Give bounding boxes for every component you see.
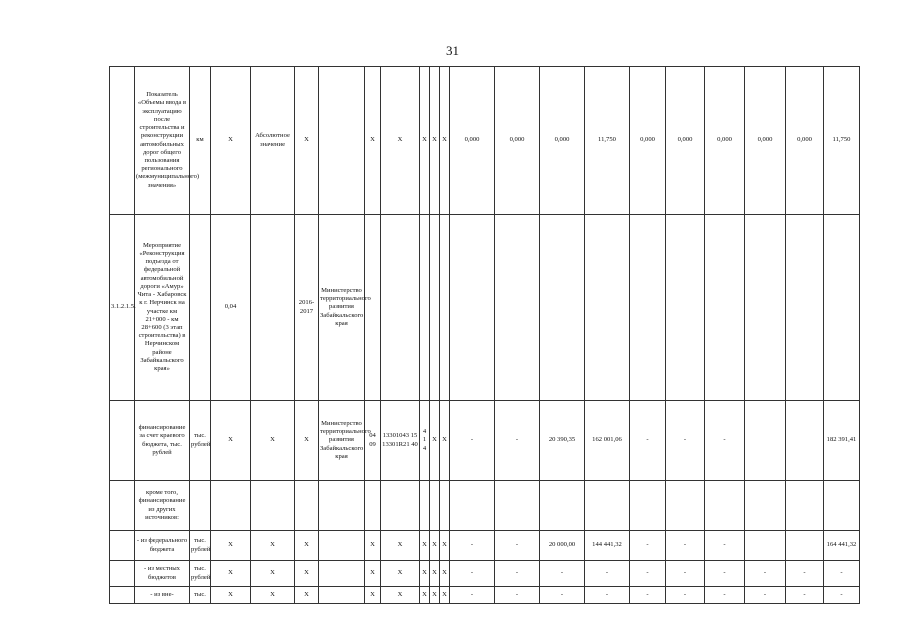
table-cell: 0,000 [630, 67, 666, 215]
table-cell [430, 215, 440, 401]
table-cell: Х [211, 67, 251, 215]
table-cell [110, 401, 135, 481]
table-cell: 11,750 [585, 67, 630, 215]
table-cell: - [450, 401, 495, 481]
program-table [109, 66, 860, 604]
table-cell: тыс. рублей [190, 561, 211, 587]
table-cell [420, 215, 430, 401]
table-cell [585, 215, 630, 401]
table-cell: 11,750 [824, 67, 860, 215]
table-cell [495, 481, 540, 531]
table-cell: - из федерального бюджета [135, 531, 190, 561]
table-cell [420, 481, 430, 531]
table-cell: Показатель «Объемы ввода в эксплуатацию после строительства и реконструкции автомобильных дорог общего пользования регионального (межмуниципального) значения» [135, 67, 190, 215]
table-body [110, 67, 860, 604]
table-cell: 3.1.2.1.5. [110, 215, 135, 401]
table-cell: - [705, 561, 745, 587]
table-cell [251, 215, 295, 401]
table-cell: - [705, 587, 745, 604]
table-cell: Х [420, 561, 430, 587]
table-cell [666, 481, 705, 531]
table-cell: Х [440, 561, 450, 587]
table-cell: 0,000 [666, 67, 705, 215]
table-cell: Х [430, 587, 440, 604]
table-cell: - [745, 561, 786, 587]
table-cell: Х [295, 401, 319, 481]
table-cell [585, 481, 630, 531]
table-cell: - [630, 587, 666, 604]
table-cell [295, 481, 319, 531]
table-cell [745, 401, 786, 481]
table-cell [319, 67, 365, 215]
table-cell [745, 481, 786, 531]
table-cell: - [585, 561, 630, 587]
table-cell: 4 1 4 [420, 401, 430, 481]
table-cell: Х [295, 531, 319, 561]
table-row [110, 561, 860, 587]
table-cell: - [705, 531, 745, 561]
table-cell [381, 215, 420, 401]
table-cell [786, 531, 824, 561]
table-cell [319, 561, 365, 587]
table-cell [365, 215, 381, 401]
table-cell: - из местных бюджетов [135, 561, 190, 587]
table-cell: - [666, 531, 705, 561]
table-cell [110, 531, 135, 561]
table-cell: 20 390,35 [540, 401, 585, 481]
table-cell [786, 401, 824, 481]
table-cell: Х [430, 561, 440, 587]
table-cell: Абсолютное значение [251, 67, 295, 215]
table-cell [319, 531, 365, 561]
table-cell: Х [440, 401, 450, 481]
table-cell [540, 481, 585, 531]
table-cell [495, 215, 540, 401]
table-cell: Х [440, 531, 450, 561]
table-cell [824, 215, 860, 401]
table-cell [540, 215, 585, 401]
table-cell [630, 215, 666, 401]
table-cell: Х [420, 531, 430, 561]
table-cell: 162 001,06 [585, 401, 630, 481]
table-cell: Х [365, 531, 381, 561]
table-cell [786, 481, 824, 531]
table-cell: - [745, 587, 786, 604]
table-cell: Х [365, 561, 381, 587]
table-cell: Х [295, 587, 319, 604]
table-cell: Х [430, 67, 440, 215]
table-cell [110, 67, 135, 215]
table-cell [319, 481, 365, 531]
table-cell: - [585, 587, 630, 604]
table-cell: 182 391,41 [824, 401, 860, 481]
table-cell: - [666, 561, 705, 587]
table-cell: Х [381, 67, 420, 215]
table-cell: Х [211, 531, 251, 561]
table-cell [110, 561, 135, 587]
table-cell: Х [211, 401, 251, 481]
table-cell: 20 000,00 [540, 531, 585, 561]
table-cell: Х [251, 531, 295, 561]
table-cell: Х [430, 401, 440, 481]
table-cell: 144 441,32 [585, 531, 630, 561]
table-cell: - [495, 401, 540, 481]
table-cell: - [630, 401, 666, 481]
table-cell: - [666, 401, 705, 481]
table-row [110, 401, 860, 481]
table-cell: Х [381, 531, 420, 561]
table-cell: Х [295, 561, 319, 587]
table-cell: финансирование за счет краевого бюджета, тыс. рублей [135, 401, 190, 481]
table-cell: 0,000 [705, 67, 745, 215]
table-cell: Х [251, 561, 295, 587]
table-cell: Министерство территориального развития Забайкальского края [319, 401, 365, 481]
table-cell: Мероприятие «Реконструкция подъезда от федеральной автомобильной дороги «Амур» Чита - Хабаровск к г. Нерчинск на участке км 21+000 - км 28+600 (3 этап строительства) в Нерчинском районе Забайкальского края» [135, 215, 190, 401]
table-cell: - [495, 587, 540, 604]
table-cell [190, 481, 211, 531]
table-cell: - [540, 587, 585, 604]
table-cell [381, 481, 420, 531]
table-cell: 0,000 [495, 67, 540, 215]
table-cell [745, 215, 786, 401]
table-cell [824, 481, 860, 531]
table-cell [319, 587, 365, 604]
table-cell: Х [381, 587, 420, 604]
table-cell [440, 215, 450, 401]
table-cell: Х [440, 587, 450, 604]
table-cell: Х [365, 67, 381, 215]
table-cell: 164 441,32 [824, 531, 860, 561]
table-cell: 04 09 [365, 401, 381, 481]
table-cell [450, 215, 495, 401]
table-cell: Х [295, 67, 319, 215]
table-cell: - [450, 531, 495, 561]
table-cell [251, 481, 295, 531]
table-cell: - [540, 561, 585, 587]
table-cell: - [824, 587, 860, 604]
table-cell: Х [420, 587, 430, 604]
table-cell: Министерство территориального развития Забайкальского края [319, 215, 365, 401]
table-cell: 0,000 [786, 67, 824, 215]
table-cell: 0,000 [540, 67, 585, 215]
table-cell [440, 481, 450, 531]
table-cell: 2016-2017 [295, 215, 319, 401]
table-cell: Х [420, 67, 430, 215]
table-cell: Х [365, 587, 381, 604]
table-cell: Х [211, 561, 251, 587]
table-row [110, 531, 860, 561]
table-cell: - [630, 531, 666, 561]
table-cell: км [190, 67, 211, 215]
table-cell: - [450, 587, 495, 604]
table-cell [666, 215, 705, 401]
table-cell: - [666, 587, 705, 604]
table-cell: - [630, 561, 666, 587]
table-cell: - [495, 561, 540, 587]
table-cell [190, 215, 211, 401]
table-cell: 13301043 15 13301R21 40 [381, 401, 420, 481]
table-cell: - [495, 531, 540, 561]
table-cell [450, 481, 495, 531]
page-number: 31 [446, 43, 459, 58]
table-cell: Х [211, 587, 251, 604]
table-cell: тыс. рублей [190, 531, 211, 561]
table-cell: - [786, 561, 824, 587]
table-row [110, 67, 860, 215]
table-cell: Х [251, 587, 295, 604]
table-cell: Х [381, 561, 420, 587]
table-cell: - [450, 561, 495, 587]
table-cell: - [824, 561, 860, 587]
table-cell: Х [430, 531, 440, 561]
table-cell: тыс. [190, 587, 211, 604]
table-cell [705, 215, 745, 401]
table-cell: Х [251, 401, 295, 481]
table-cell: Х [440, 67, 450, 215]
table-cell: тыс. рублей [190, 401, 211, 481]
table-cell [745, 531, 786, 561]
table-cell [630, 481, 666, 531]
table-cell: - [786, 587, 824, 604]
table-cell: - из вне- [135, 587, 190, 604]
table-cell [110, 481, 135, 531]
table-cell [365, 481, 381, 531]
table-row [110, 215, 860, 401]
table-cell: 0,000 [745, 67, 786, 215]
table-cell: 0,000 [450, 67, 495, 215]
table-cell: - [705, 401, 745, 481]
table-cell [430, 481, 440, 531]
table-row [110, 587, 860, 604]
table-cell [211, 481, 251, 531]
table-cell [705, 481, 745, 531]
table-cell: кроме того, финансирование из других источников: [135, 481, 190, 531]
table-cell: 0,04 [211, 215, 251, 401]
table-cell [110, 587, 135, 604]
table-cell [786, 215, 824, 401]
table-row [110, 481, 860, 531]
